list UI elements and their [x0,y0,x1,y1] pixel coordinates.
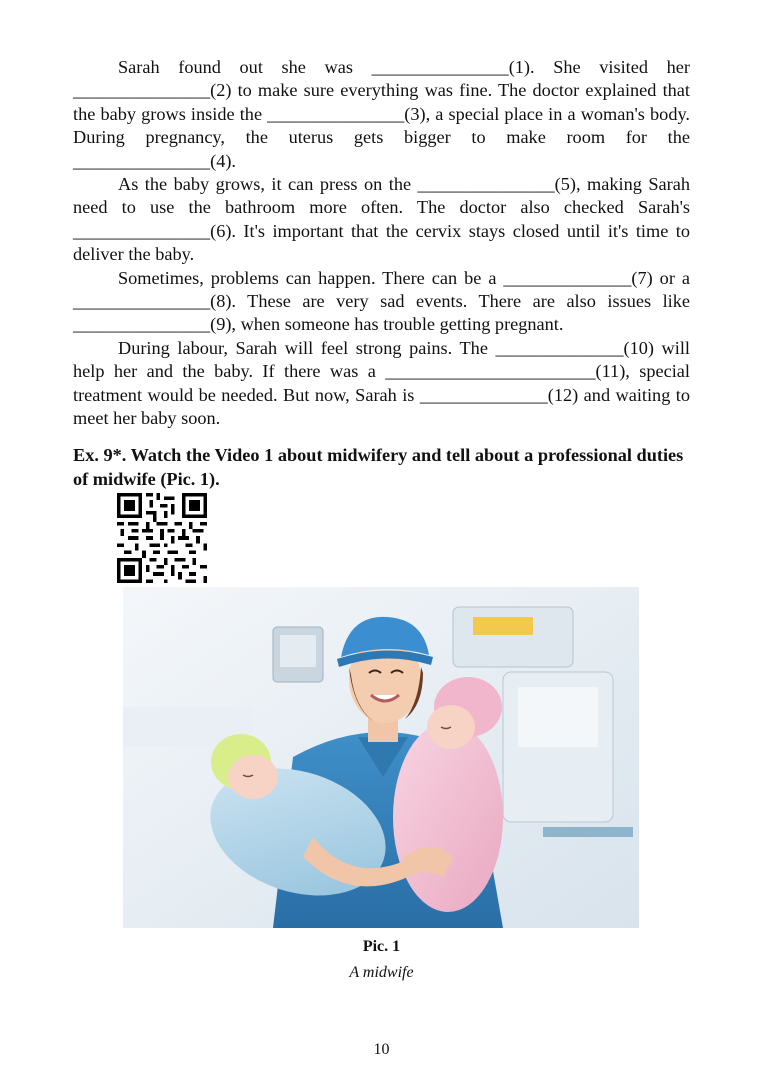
figure-caption: A midwife [349,964,414,981]
paragraph-3: Sometimes, problems can happen. There can be a ______________(7) or a _______________(8). These are very sad events. There are also issues like _______________(9), when someone has trouble getting pregnant. [73,267,690,335]
figure-label: Pic. 1 [362,938,401,955]
paragraph-1: Sarah found out she was _______________(1). She visited her _______________(2) to make sure everything was fine. The doctor explained that the baby grows inside the _______________(3), a special place in a woman's body. During pregnancy, the uterus gets bigger to make room for the _______________(4). [73,57,690,171]
paragraph-4: During labour, Sarah will feel strong pains. The ______________(10) will help her and the baby. If there was a _______________________(11), special treatment would be needed. But now, Sarah is ______________(12) and waiting to meet her baby soon. [73,337,690,429]
text-body [73,56,690,491]
qr-code[interactable] [117,493,207,583]
exercise-heading: Ex. 9*. Watch the Video 1 about midwifery and tell about a professional duties of midwife (Pic. 1). [73,444,684,489]
paragraph-2: As the baby grows, it can press on the _______________(5), making Sarah need to use the bathroom more often. The doctor also checked Sarah's _______________(6). It's important that the cervix stays closed until it's time to deliver the baby. [73,174,690,265]
page-number: 10 [373,1041,390,1058]
midwife-photo [123,587,639,928]
